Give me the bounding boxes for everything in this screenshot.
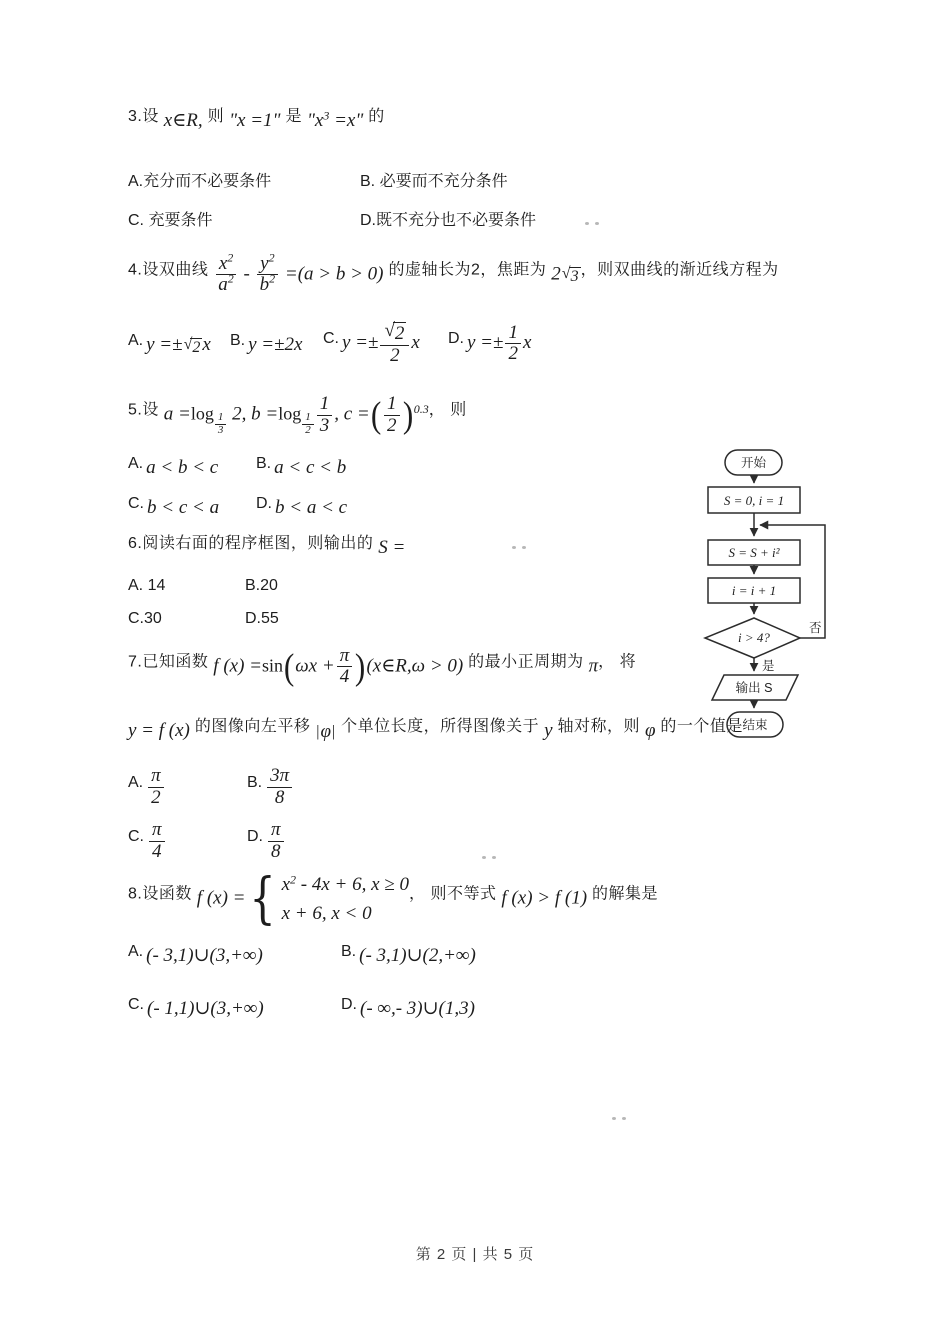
page-footer: 第 2 页 | 共 5 页 [415,1246,535,1263]
svg-text:S = 0, i = 1: S = 0, i = 1 [723,493,785,508]
question-3-option-a: A.充分而不必要条件 [128,172,272,190]
question-8-option-d: D. (- ∞,- 3)∪(1,3) [341,996,475,1020]
scan-speck [482,856,486,859]
question-8-stem: 8.设函数 f (x) = { $x^2 - 4x + 6$, x ≥ 0 x + 6, x < 0 ， 则不等式 f (x) > f (1) 的解集是 [128,867,658,932]
question-5-option-a: A. a < b < c [128,454,219,478]
question-7-options-row-2 [128,820,800,862]
flowchart-node-condition [705,618,800,658]
question-4-options-row [128,319,800,366]
question-6-option-a: A. 14 [128,576,166,594]
flowchart-label-no: 否 [809,621,822,635]
scan-speck [585,222,589,225]
question-6-option-d: D.55 [245,609,279,627]
question-4 [128,250,800,366]
program-flowchart [688,440,848,752]
svg-text:开始: 开始 [740,456,767,470]
question-8-option-b: B. (- 3,1)∪(2,+∞) [341,942,476,966]
flowchart-node-increment [708,578,800,603]
question-7-options-row-1 [128,766,800,808]
question-7-option-c: C. $\frac{\pi}{4}$ [128,820,247,862]
flowchart-label-yes: 是 [762,659,775,673]
question-5-option-b: B. a < c < b [256,454,347,478]
question-8-options-row-1 [128,941,800,969]
svg-text:i > 4?: i > 4? [738,630,770,645]
question-4-option-a: A. y =± √ 2 x [128,332,211,357]
svg-text:S = S + i²: S = S + i² [728,545,780,560]
question-7-option-d: D. $\frac{\pi}{8}$ [247,820,800,862]
question-3-options-row-2 [128,207,800,230]
question-6-option-b: B.20 [245,576,278,594]
flowchart-node-output [712,675,798,700]
flowchart-node-accumulate [708,540,800,565]
question-3 [128,106,800,230]
question-6-stem: 6.阅读右面的程序框图，则输出的 S = [128,535,406,559]
svg-text:i = i + 1: i = i + 1 [731,583,777,598]
question-3-option-b: B. 必要而不充分条件 [360,172,508,190]
question-6-option-c: C.30 [128,609,162,627]
question-8 [128,867,800,1022]
scan-speck [512,546,516,549]
question-3-option-c: C. 充要条件 [128,211,213,229]
flowchart-svg [688,440,848,752]
question-7-stem-line-1: 7.已知函数 f (x) =sin ( ωx + $\frac{\pi}{4}$ ) (x∈R,ω > 0) 的最小正周期为 π， 将 [128,644,637,688]
svg-text:结束: 结束 [742,718,768,732]
question-8-options-row-2 [128,994,800,1022]
question-3-option-d: D.既不充分也不必要条件 [360,211,537,229]
question-3-options-row-1 [128,168,800,191]
question-4-stem: 4.设双曲线 $\frac{x^2}{a^2}$ - $\frac{y^2}{b^2}$ =(a > b > 0) 的虚轴长为2，焦距为 2 √ 3 ，则双曲线的渐近线方程为 [128,250,779,296]
question-4-option-d: D. y =± $\frac{1}{2}$ x [448,321,532,365]
question-7-stem-line-2: y = f (x) 的图像向左平移 | φ | 个单位长度，所得图像关于 y 轴对称，则 φ 的一个值是 [128,717,743,742]
question-8-option-a: A. (- 3,1)∪(3,+∞) [128,942,263,966]
question-5-option-d: D. b < a < c [256,495,348,519]
question-4-option-b: B. y =±2x [230,332,303,356]
question-5-stem: 5.设 a =log $_{\frac{1}{3}}$ 2, b =log $_{\frac{1}{2}}$ $\frac{1}{3}$ , c = ( $\frac{1}{2}$ ) $^{0.3}$， 则 [128,393,467,436]
flowchart-node-init [708,487,800,513]
question-4-option-c: C. y =± √ 2 2 x [323,319,420,366]
question-8-option-c: C. (- 1,1)∪(3,+∞) [128,996,264,1020]
flowchart-node-end [727,712,783,737]
flowchart-node-start [725,450,782,475]
question-7-option-b: B. $\frac{3\pi}{8}$ [247,766,800,808]
question-7-option-a: A. $\frac{\pi}{2}$ [128,766,247,808]
svg-text:输出 S: 输出 S [735,681,773,695]
question-3-stem: 3.设 x∈R, 则 "x =1" 是 "$x^3 =x$" 的 [128,108,385,131]
question-5-option-c: C. b < c < a [128,495,220,519]
scan-speck [612,1117,616,1120]
